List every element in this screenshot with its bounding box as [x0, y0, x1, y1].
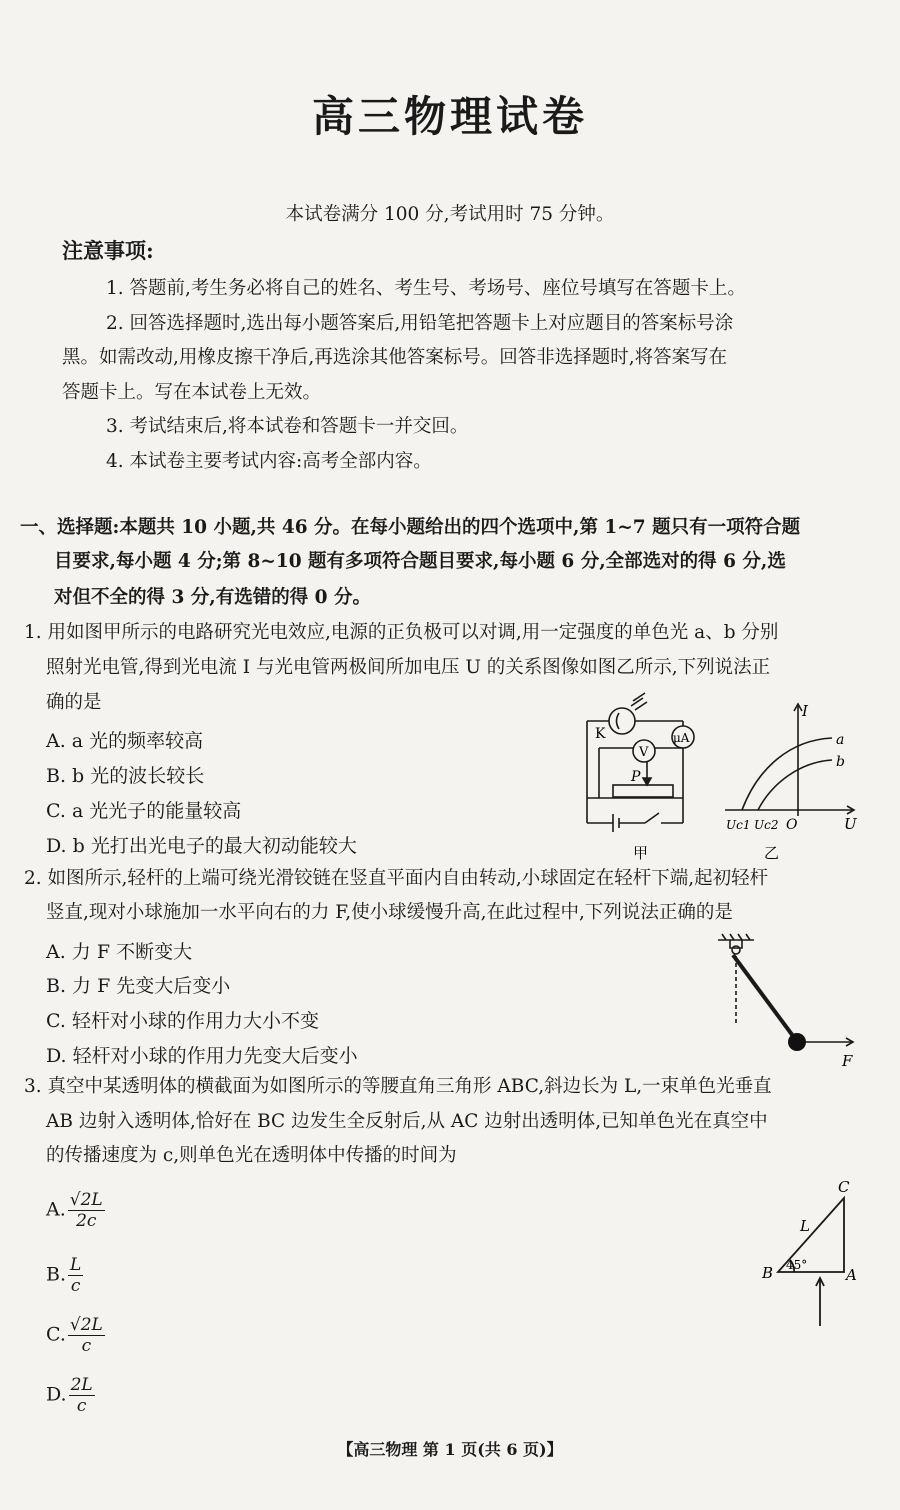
- label-origin: O: [786, 817, 798, 833]
- q3-option-c: C. $\frac{√2L}{c}$: [46, 1315, 103, 1356]
- q3-option-b: B. $\frac{L}{c}$: [46, 1255, 82, 1296]
- exam-info: 本试卷满分 100 分,考试用时 75 分钟。: [285, 204, 615, 225]
- notice-line: 4. 本试卷主要考试内容:高考全部内容。: [106, 451, 432, 472]
- question-3-stem: AB 边射入透明体,恰好在 BC 边发生全反射后,从 AC 边射出透明体,已知单色光在真空中: [46, 1111, 768, 1132]
- q3-figure-triangle: [756, 1176, 866, 1331]
- q1-figure-iu-graph: [720, 698, 870, 868]
- question-1-stem: 1. 用如图甲所示的电路研究光电效应,电源的正负极可以对调,用一定强度的单色光 a、b 分别: [24, 622, 779, 643]
- curve-b-label: b: [836, 754, 845, 770]
- q2-option-b: B. 力 F 先变大后变小: [46, 975, 231, 997]
- section-heading: 一、选择题:本题共 10 小题,共 46 分。在每小题给出的四个选项中,第 1~7 题只有一项符合题: [20, 517, 801, 538]
- q2-option-d: D. 轻杆对小球的作用力先变大后变小: [46, 1045, 358, 1067]
- label-microammeter: μA: [673, 731, 690, 745]
- label-p: P: [631, 769, 641, 785]
- page-footer: 【高三物理 第 1 页(共 6 页)】: [337, 1440, 563, 1459]
- section-heading: 目要求,每小题 4 分;第 8~10 题有多项符合题目要求,每小题 6 分,全部选对的得 6 分,选: [54, 551, 786, 572]
- caption-jia: 甲: [633, 844, 649, 862]
- label-uc2: Uc2: [754, 818, 779, 832]
- q1-option-c: C. a 光光子的能量较高: [46, 800, 242, 822]
- notice-line: 1. 答题前,考生务必将自己的姓名、考生号、考场号、座位号填写在答题卡上。: [106, 278, 746, 299]
- q2-figure-rod: [712, 928, 862, 1073]
- hypotenuse-label: L: [800, 1217, 810, 1235]
- q2-option-a: A. 力 F 不断变大: [46, 941, 193, 963]
- question-1-stem: 照射光电管,得到光电流 I 与光电管两极间所加电压 U 的关系图像如图乙所示,下列说法正: [46, 657, 771, 678]
- question-1-stem: 确的是: [46, 692, 102, 713]
- question-2-stem: 2. 如图所示,轻杆的上端可绕光滑铰链在竖直平面内自由转动,小球固定在轻杆下端,起初轻杆: [24, 868, 769, 889]
- axis-i: I: [802, 702, 808, 720]
- q2-option-c: C. 轻杆对小球的作用力大小不变: [46, 1010, 319, 1032]
- question-3-stem: 的传播速度为 c,则单色光在透明体中传播的时间为: [46, 1145, 457, 1166]
- q1-option-d: D. b 光打出光电子的最大初动能较大: [46, 835, 357, 857]
- q1-option-b: B. b 光的波长较长: [46, 765, 205, 787]
- q1-figure-circuit: [575, 688, 705, 868]
- q3-option-d: D. $\frac{2L}{c}$: [46, 1375, 93, 1416]
- section-heading: 对但不全的得 3 分,有选错的得 0 分。: [54, 587, 371, 608]
- vertex-a: A: [846, 1266, 857, 1284]
- curve-a-label: a: [836, 732, 845, 748]
- ball-icon: [788, 1033, 806, 1051]
- notice-line: 2. 回答选择题时,选出每小题答案后,用铅笔把答题卡上对应题目的答案标号涂: [106, 313, 734, 334]
- question-2-stem: 竖直,现对小球施加一水平向右的力 F,使小球缓慢升高,在此过程中,下列说法正确的是: [46, 902, 733, 923]
- vertex-b: B: [762, 1264, 774, 1282]
- axis-u: U: [844, 815, 857, 833]
- notice-line: 答题卡上。写在本试卷上无效。: [62, 382, 322, 403]
- q3-option-a: A. $\frac{√2L}{2c}$: [46, 1190, 103, 1231]
- label-uc1: Uc1: [726, 818, 751, 832]
- page-title: 高三物理试卷: [311, 92, 588, 141]
- angle-label: 45°: [786, 1258, 808, 1272]
- caption-yi: 乙: [764, 844, 780, 862]
- label-k: K: [595, 726, 606, 742]
- label-voltmeter: V: [639, 745, 649, 760]
- force-label: F: [842, 1052, 853, 1070]
- notice-line: 3. 考试结束后,将本试卷和答题卡一并交回。: [106, 416, 469, 437]
- vertex-c: C: [838, 1178, 850, 1196]
- q1-option-a: A. a 光的频率较高: [46, 730, 204, 752]
- notice-heading: 注意事项:: [62, 238, 154, 263]
- notice-line: 黑。如需改动,用橡皮擦干净后,再选涂其他答案标号。回答非选择题时,将答案写在: [62, 347, 728, 368]
- question-3-stem: 3. 真空中某透明体的横截面为如图所示的等腰直角三角形 ABC,斜边长为 L,一束单色光垂直: [24, 1076, 772, 1097]
